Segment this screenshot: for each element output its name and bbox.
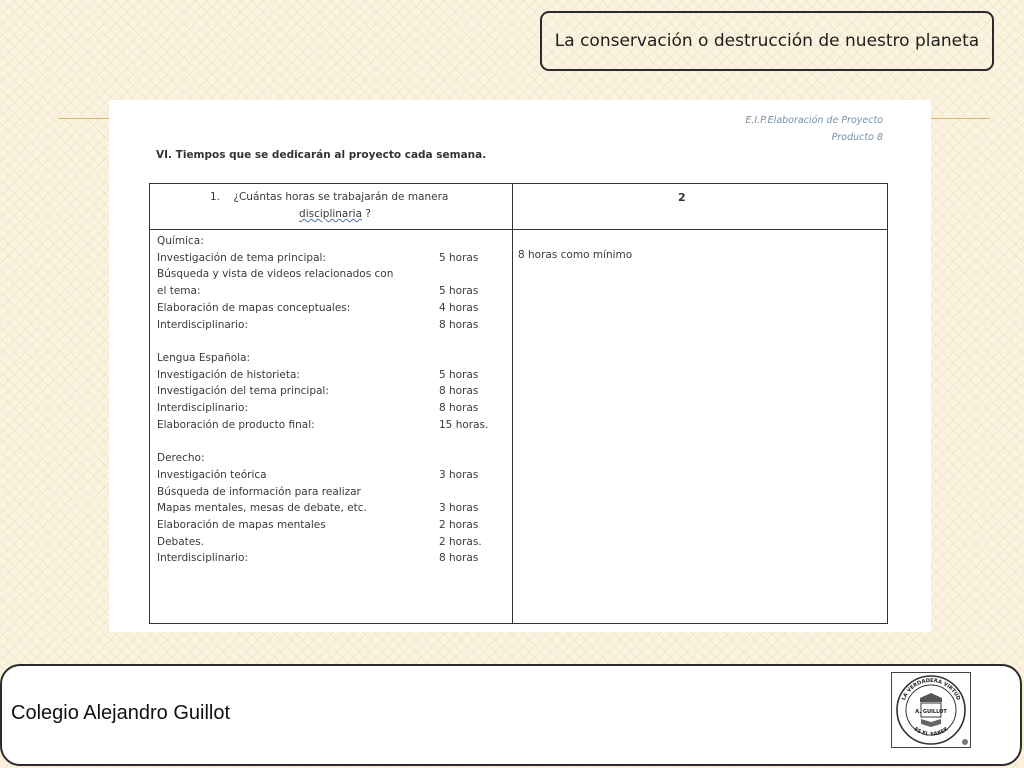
quimica-heading: Química:: [157, 235, 204, 247]
document-header-line2: Producto 8: [831, 132, 883, 143]
table-row: [157, 517, 507, 534]
table-row: [157, 300, 507, 317]
table-row: [157, 534, 507, 551]
row-label: el tema:: [157, 285, 201, 298]
table-row: [157, 250, 507, 267]
lengua-heading: Lengua Española:: [157, 351, 251, 364]
row-value: 5 horas: [439, 285, 479, 298]
slide-title-box: [540, 11, 994, 71]
row-value: 2 horas: [439, 518, 479, 531]
decorative-line-right: [930, 118, 990, 119]
minimum-hours-answer: 8 horas como mínimo: [518, 249, 633, 261]
answer-number: 2: [678, 191, 686, 204]
row-label: Investigación de historieta:: [157, 368, 300, 381]
school-name: Colegio Alejandro Guillot: [11, 702, 231, 724]
table-row: [157, 367, 507, 384]
row-label: Interdisciplinario:: [157, 318, 248, 331]
section-spacer: [157, 333, 507, 350]
seal-top-text: LA VERDADERA VIRTUD: [900, 677, 962, 702]
row-label: Mapas mentales, mesas de debate, etc.: [157, 502, 367, 515]
table-row: [157, 467, 507, 484]
row-value: 8 horas: [439, 318, 479, 331]
row-label: Elaboración de mapas conceptuales:: [157, 301, 351, 314]
seal-bottom-text: ES EL SABER: [912, 726, 950, 738]
row-label: Investigación del tema principal:: [157, 385, 329, 398]
table-row: [157, 266, 507, 283]
table-row: [157, 550, 507, 567]
table-row: [157, 500, 507, 517]
row-value: 15 horas.: [439, 418, 489, 431]
row-label: Búsqueda de información para realizar: [157, 485, 361, 498]
table-row: [157, 400, 507, 417]
row-label: Interdisciplinario:: [157, 402, 248, 415]
table-row: [157, 317, 507, 334]
table-row: [157, 417, 507, 434]
row-value: 4 horas: [439, 301, 479, 314]
section-title: VI. Tiempos que se dedicarán al proyecto cada semana.: [156, 149, 487, 161]
row-label: Investigación teórica: [157, 468, 267, 481]
row-value: 8 horas: [439, 385, 479, 398]
row-label: Interdisciplinario:: [157, 552, 248, 565]
row-value: 8 horas: [439, 552, 479, 565]
schedule-table: [149, 183, 888, 624]
document-page: [109, 100, 931, 632]
table-row: [157, 283, 507, 300]
table-row: [157, 383, 507, 400]
slide-title: La conservación o destrucción de nuestro planeta: [554, 31, 980, 51]
row-label: Investigación de tema principal:: [157, 251, 326, 264]
row-value: 3 horas: [439, 502, 479, 515]
question-text: ¿Cuántas horas se trabajarán de manera: [233, 191, 449, 203]
question-cell: [210, 189, 480, 223]
row-value: 2 horas.: [439, 535, 482, 548]
seal-center-text: A. GUILLOT: [915, 709, 947, 715]
section-spacer: [157, 433, 507, 450]
decorative-line-left: [58, 118, 110, 119]
school-seal-icon: [891, 672, 971, 748]
hours-breakdown: [157, 233, 507, 567]
row-label: Elaboración de mapas mentales: [157, 518, 326, 531]
question-word: disciplinaria: [299, 208, 363, 220]
row-value: 3 horas: [439, 468, 479, 481]
document-header-line1: E.I.P.Elaboración de Proyecto: [745, 115, 883, 126]
derecho-heading: Derecho:: [157, 452, 205, 465]
row-label: Elaboración de producto final:: [157, 418, 315, 431]
table-row-divider: [150, 229, 887, 230]
row-value: 5 horas: [439, 251, 479, 264]
row-label: Debates.: [157, 535, 205, 548]
document-header: [745, 112, 883, 146]
question-end: ?: [365, 208, 371, 220]
question-number: 1.: [210, 191, 221, 203]
table-column-divider: [512, 184, 513, 623]
row-value: 5 horas: [439, 368, 479, 381]
row-value: 8 horas: [439, 402, 479, 415]
row-label: Búsqueda y vista de videos relacionados con: [157, 268, 394, 281]
table-row: [157, 484, 507, 501]
